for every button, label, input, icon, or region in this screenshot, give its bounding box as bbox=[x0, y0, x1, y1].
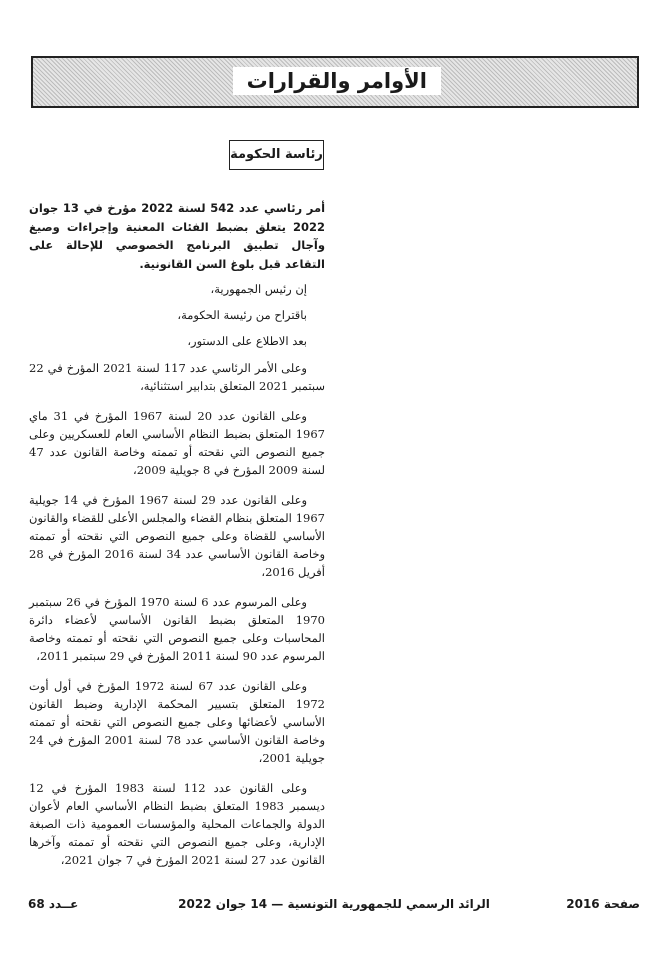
banner-title: الأوامر والقرارات bbox=[233, 67, 441, 95]
section-banner bbox=[31, 56, 639, 108]
page-number: صفحة 2016 bbox=[566, 897, 640, 911]
preamble-line: إن رئيس الجمهورية، bbox=[210, 282, 307, 296]
preamble-line: باقتراح من رئيسة الحكومة، bbox=[177, 308, 307, 322]
issue-number: عــدد 68 bbox=[28, 897, 79, 911]
legal-reference-paragraph: وعلى القانون عدد 20 لسنة 1967 المؤرخ في 31 ماي 1967 المتعلق بضبط النظام الأساسي العام للعسكريين وعلى جميع النصوص التي نقحته أو تممته وخاصة القانون عدد 47 لسنة 2009 المؤرخ في 8 جويلية 2009، bbox=[29, 409, 325, 477]
legal-reference-paragraph: وعلى القانون عدد 29 لسنة 1967 المؤرخ في 14 جويلية 1967 المتعلق بنظام القضاء والمجلس الأعلى للقضاء والقانون الأساسي للقضاة وعلى جميع النصوص التي نقحته أو تممته وخاصة القانون الأساسي عدد 34 لسنة 2016 المؤرخ في 28 أفريل 2016، bbox=[29, 493, 325, 579]
page-footer bbox=[28, 897, 640, 919]
section-heading: رئاسة الحكومة bbox=[229, 140, 324, 170]
preamble-line: بعد الاطلاع على الدستور، bbox=[187, 334, 307, 348]
legal-reference-paragraph: وعلى القانون عدد 67 لسنة 1972 المؤرخ في أول أوت 1972 المتعلق بتسيير المحكمة الإدارية وضبط القانون الأساسي لأعضائها وعلى جميع النصوص التي نقحته أو تممته وخاصة القانون الأساسي عدد 78 لسنة 2001 المؤرخ في 24 جويلية 2001، bbox=[29, 679, 325, 765]
legal-reference-paragraph: وعلى المرسوم عدد 6 لسنة 1970 المؤرخ في 26 سبتمبر 1970 المتعلق بضبط القانون الأساسي لأعضاء دائرة المحاسبات وعلى جميع النصوص التي نقحته أو تممته وخاصة المرسوم عدد 90 لسنة 2011 المؤرخ في 29 سبتمبر 2011، bbox=[29, 595, 325, 663]
decree-title: أمر رئاسي عدد 542 لسنة 2022 مؤرخ في 13 جوان 2022 يتعلق بضبط الفئات المعنية وإجراءات وصيغ وآجال تطبيق البرنامج الخصوصي للإحالة على التقاعد قبل بلوغ السن القانونية. bbox=[29, 201, 326, 271]
decree-body bbox=[29, 199, 325, 881]
legal-reference-paragraph: وعلى القانون عدد 112 لسنة 1983 المؤرخ في 12 ديسمبر 1983 المتعلق بضبط النظام الأساسي العام لأعوان الدولة والجماعات المحلية والمؤسسات العمومية ذات الصبغة الإدارية، وعلى جميع النصوص التي نقحته أو تممته وآخرها القانون عدد 27 لسنة 2021 المؤرخ في 7 جوان 2021، bbox=[29, 781, 325, 867]
journal-title-date: الرائد الرسمي للجمهورية التونسية — 14 جوان 2022 bbox=[178, 897, 490, 911]
legal-reference-paragraph: وعلى الأمر الرئاسي عدد 117 لسنة 2021 المؤرخ في 22 سبتمبر 2021 المتعلق بتدابير استثنائية، bbox=[29, 361, 325, 393]
